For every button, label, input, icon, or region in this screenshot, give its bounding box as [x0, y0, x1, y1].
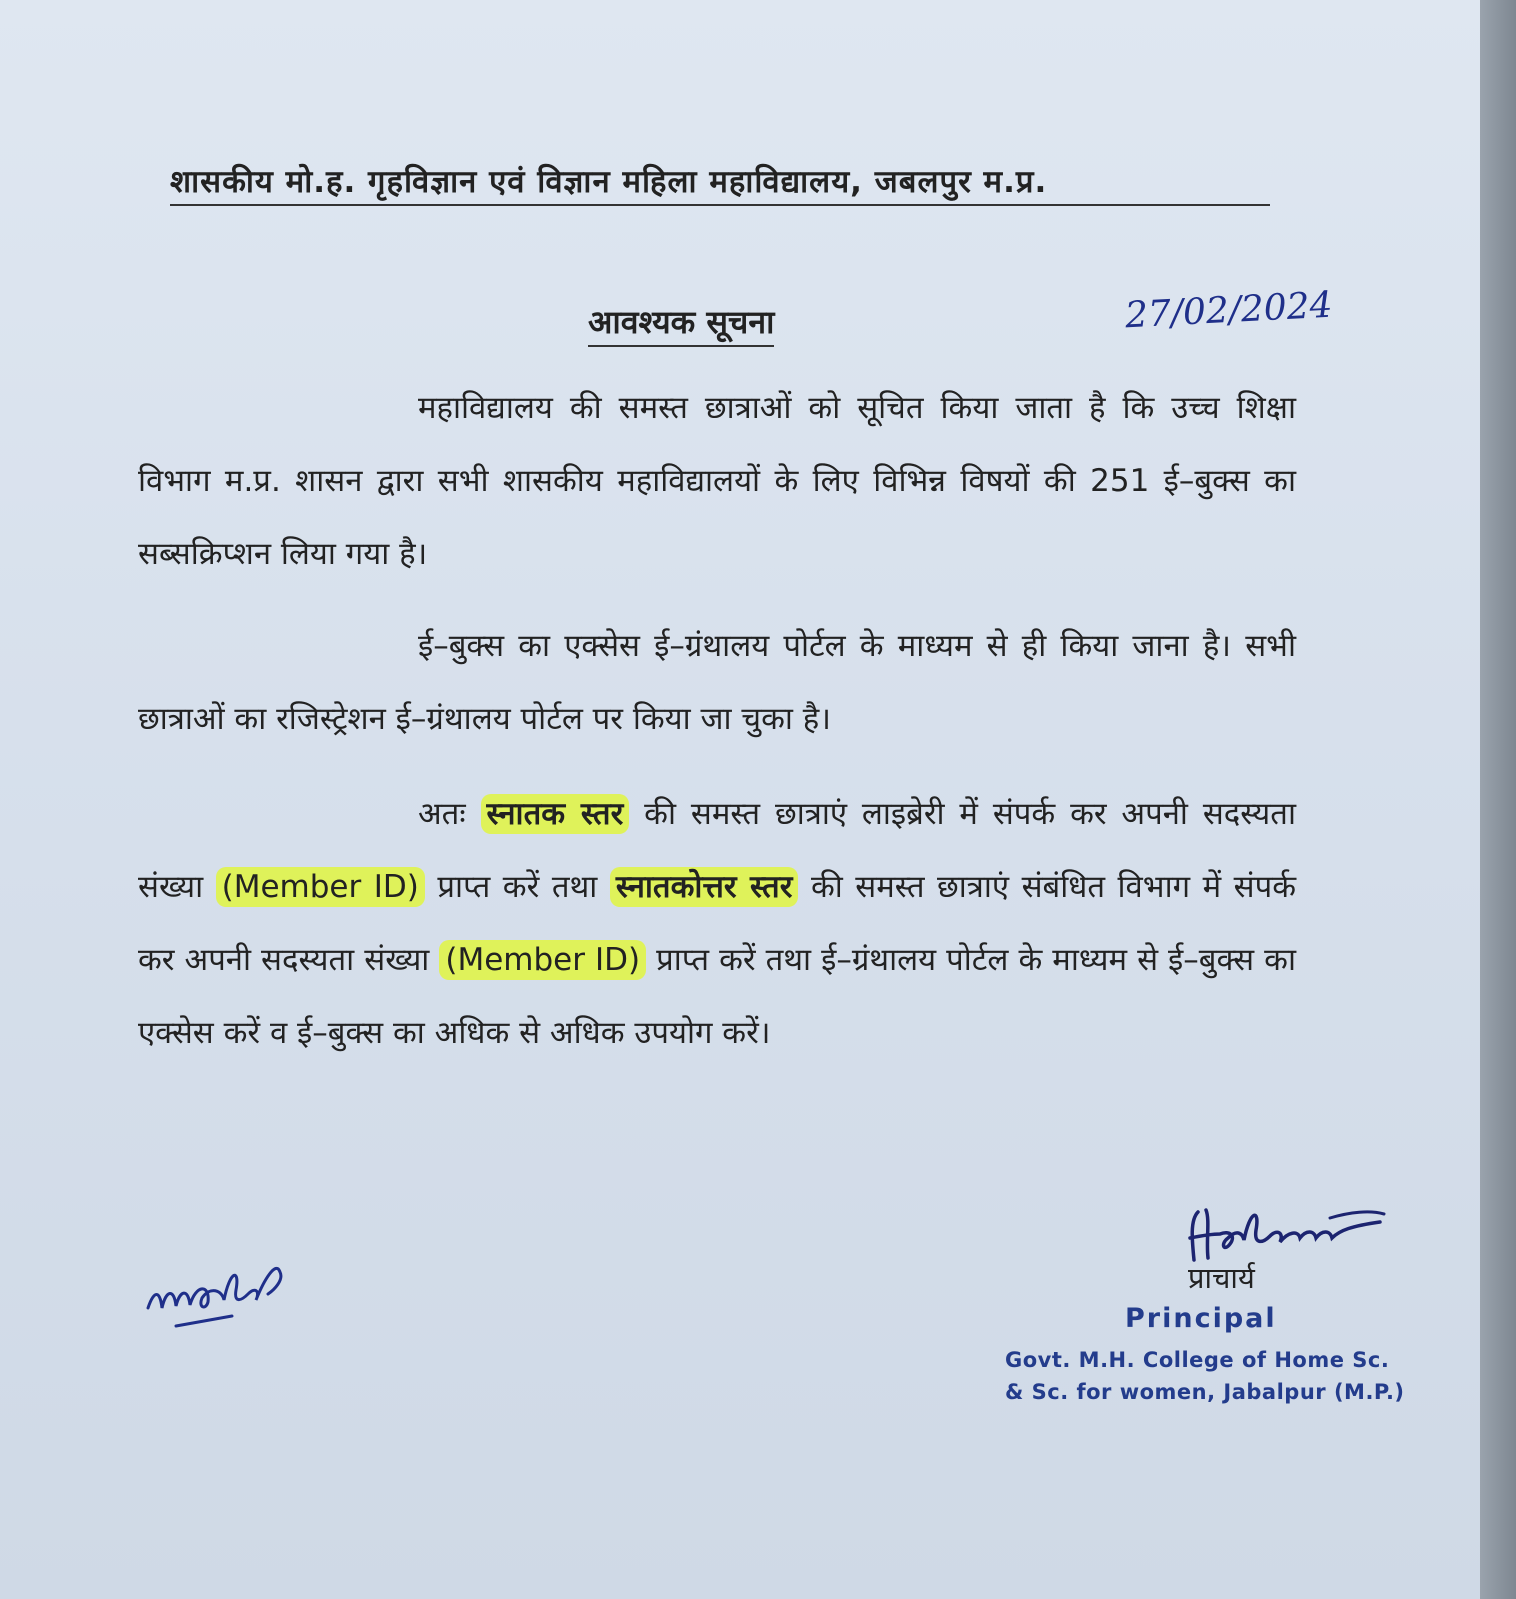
paragraph-1: [138, 372, 1296, 591]
paragraph-3-text-3: प्राप्त करें तथा: [437, 869, 598, 905]
paragraph-3-text-2: की समस्त छात्राएं लाइब्रेरी में संपर्क कर अपनी सदस्यता संख्या: [138, 796, 1296, 905]
paragraph-3: [138, 778, 1296, 1070]
college-header: शासकीय मो.ह. गृहविज्ञान एवं विज्ञान महिला महाविद्यालय, जबलपुर म.प्र.: [170, 160, 1270, 206]
librarian-signature: [140, 1250, 300, 1340]
highlight-postgraduate-level: स्नातकोत्तर स्तर: [610, 867, 799, 907]
highlight-member-id-1: (Member ID): [216, 867, 425, 907]
highlight-member-id-2: (Member ID): [439, 940, 646, 980]
notice-title: आवश्यक सूचना: [588, 300, 774, 347]
stamp-line-1: Govt. M.H. College of Home Sc.: [1005, 1348, 1390, 1372]
paragraph-1-text: महाविद्यालय की समस्त छात्राओं को सूचित किया जाता है कि उच्च शिक्षा विभाग म.प्र. शासन द्वारा सभी शासकीय महाविद्यालयों के लिए विभिन्न विषयों की 251 ई–बुक्स का सब्सक्रिप्शन लिया गया है।: [138, 390, 1296, 572]
stamp-title: Principal: [1125, 1303, 1277, 1334]
handwritten-date: 27/02/2024: [1124, 284, 1334, 337]
paragraph-3-text-1: अतः: [418, 796, 466, 832]
background-edge: [1480, 0, 1516, 1599]
paragraph-2-text: ई–बुक्स का एक्सेस ई–ग्रंथालय पोर्टल के माध्यम से ही किया जाना है। सभी छात्राओं का रजिस्ट्रेशन ई–ग्रंथालय पोर्टल पर किया जा चुका है।: [138, 628, 1296, 737]
highlight-graduate-level: स्नातक स्तर: [481, 794, 630, 834]
signatory-title-hindi: प्राचार्य: [1188, 1261, 1255, 1295]
paragraph-3-text-5: प्राप्त करें तथा ई–ग्रंथालय पोर्टल के माध्यम से ई–बुक्स का एक्सेस करें व ई–बुक्स का अधिक से अधिक उपयोग करें।: [138, 942, 1296, 1051]
paragraph-3-text-4: की समस्त छात्राएं संबंधित विभाग में संपर्क कर अपनी सदस्यता संख्या: [138, 869, 1297, 978]
paragraph-2: [138, 610, 1296, 756]
stamp-line-2: & Sc. for women, Jabalpur (M.P.): [1005, 1380, 1405, 1404]
